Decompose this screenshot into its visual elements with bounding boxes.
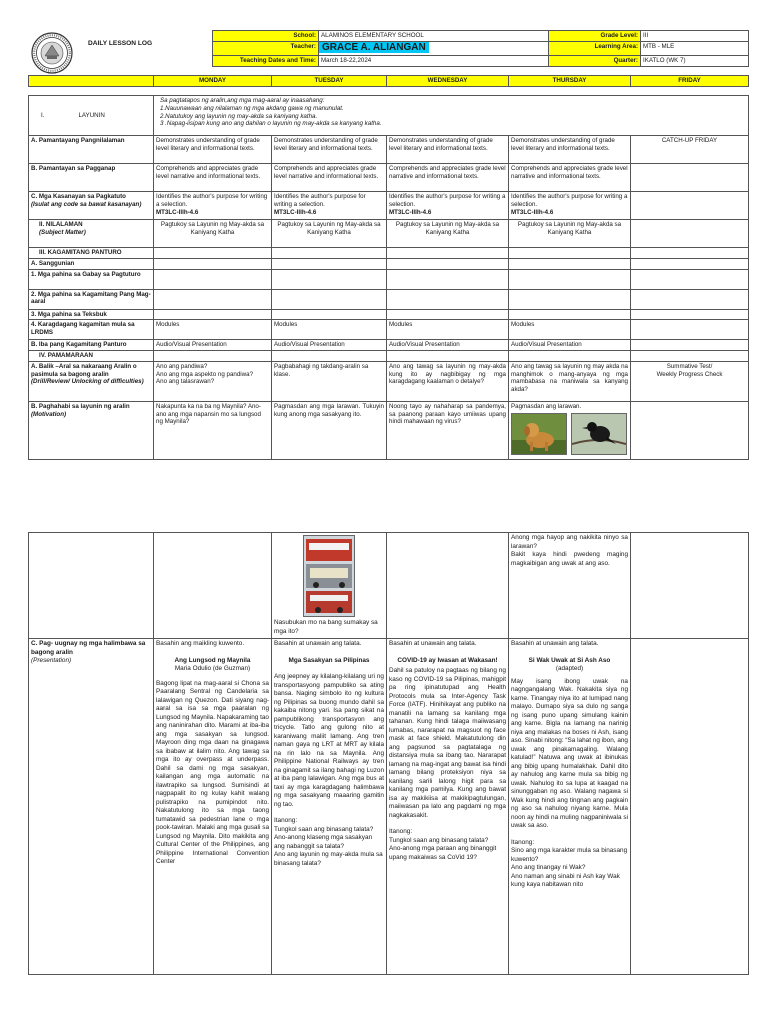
vehicles-photo	[303, 535, 355, 617]
tue-story-title: Mga Sasakyan sa Pilipinas	[288, 656, 370, 664]
paghahabi-mon: Nakapunta ka na ba ng Maynila? Ano-ano ang mga napansin mo sa lungsod ng Maynila?	[154, 401, 272, 459]
lrdms-tue: Modules	[272, 320, 387, 340]
header-info-table	[212, 30, 749, 67]
tue-questions: Tungkol saan ang binasang talata? Ano-anong klaseng mga sasakyan ang nabanggit sa talata? Ano ang layunin ng may-akda mula sa binasang talata?	[274, 825, 383, 867]
pamamaraan-label: IV. PAMAMARAAN	[29, 351, 154, 362]
balik-wed: Ano ang tawag sa layunin ng may-akda kung ito ay nagbibigay ng mga karagdagang kaalaman o detalye?	[387, 361, 509, 401]
iba-label: B. Iba pang Kagamitang Panturo	[29, 340, 154, 351]
lesson-table-page-2	[28, 532, 749, 975]
kasanayan-code: MT3LC-IIIh-4.6	[511, 208, 554, 216]
school-name: ALAMINOS ELEMENTARY SCHOOL	[319, 31, 549, 42]
thu-story-adapted: (adapted)	[555, 665, 584, 673]
nilalaman-label: II. NILALAMAN	[39, 221, 83, 228]
thu-story-body: May isang ibong uwak na nagngangalang Wak. Nakakita siya ng karne. Tinangay niya ito at lumipad nang malayo. Dumapo siya sa dulo ng sanga ng isang puno upang simulang kainin ang karne. Bigla na lamang na narinig niya ang malakas na boses ni Ash, isang aso. Sinabi nitong: “Sa lahat ng ibon, ang uwak ang pinakamagaling. Walang katulad!” Natuwa ang uwak at ibinukas ang bibig upang humalakhak. Dahil dito ay nahulog ang karne mula sa bibig ng uwak. Nahulog ito sa lupa at kaagad na sinunggaban ng aso. Walang nagawa si Wak kung hindi ang tingnan ang pagkain ng aso sa nahulog niyang karne. Mula noon ay hindi na muling nagpaniniwala si uwak sa aso.	[511, 677, 628, 830]
thu-story-title: Si Wak Uwak at Si Ash Aso	[528, 656, 611, 664]
mon-story-body: Bagong lipat na mag-aaral si Chona sa Paaralang Sentral ng Candelaria sa lalawigan ng Quezon. Dati siyang nag-aaral sa isa sa mga paaralan ng Lungsod ng Maynila. Napakaraming tao ang naninirahan dito. Marami at iba-iba ang mga sasakyan sa lungsod. Mayroon ding mga daan na ginagawa sa ibabaw at ilalim nito. Ang tawag sa mga ito ay overpass at underpass. Dahil sa dami ng mga sasakyan, kailangan ang mga automatic na ilawtrapiko sa lungsod. Sumisindi at nagpapalit ito ng kulay kahit walang pulistrapiko na pumipindot nito. Nakatutulong ito sa mga taong tumatawid sa pedestrian lane o mga pook-tawiran. Malaki ang mga gusali sa Lungsod ng Maynila. Dito makikita ang Cultural Center of the Philippines, ang Philippine International Convention Center	[156, 679, 269, 866]
balik-label: A. Balik –Aral sa nakaraang Aralin o pasimula sa bagong aralin	[31, 362, 137, 378]
wed-itanong: Itanong:	[389, 828, 413, 836]
layunin-line: 1.Nauunawaan ang nilalaman ng mga akdang gawa ng manunulat.	[160, 104, 344, 112]
thu-questions: Sino ang mga karakter mula sa binasang kuwento? Ano ang tinangay ni Wak? Ano naman ang sinabi ni Ash kay Wak kung kaya nabitawan nito	[511, 847, 628, 889]
thursday-animals-question: Anong mga hayop ang nakikita ninyo sa larawan? Bakit kaya hindi pwedeng maging magkaibigan ang uwak at ang aso.	[509, 533, 631, 639]
pagganap-mon: Comprehends and appreciates grade level narrative and informational texts.	[154, 164, 272, 192]
wed-intro: Basahin at unawain ang talata.	[389, 640, 477, 647]
grade-level-label: Grade Level:	[549, 31, 641, 42]
school-label: School:	[213, 31, 319, 42]
mon-story-title: Ang Lungsod ng Maynila	[174, 656, 251, 664]
lrdms-mon: Modules	[154, 320, 272, 340]
paghahabi-label: B. Paghahabi sa layunin ng aralin	[31, 402, 130, 410]
paghahabi-tue: Pagmasdan ang mga larawan. Tukuyin kung anong mga sasakyang ito.	[272, 401, 387, 459]
kasanayan-thu: Identifies the author's purpose for writing a selection.	[511, 193, 628, 208]
pagganap-tue: Comprehends and appreciates grade level narrative and informational texts.	[272, 164, 387, 192]
dog-photo	[511, 413, 567, 455]
balik-sublabel: (Drill/Review/ Unlocking of difficulties)	[31, 378, 144, 386]
pangnilalaman-wed: Demonstrates understanding of grade level literary and informational texts.	[387, 136, 509, 164]
kasanayan-code: MT3LC-IIIh-4.6	[156, 208, 199, 216]
lrdms-wed: Modules	[387, 320, 509, 340]
gabay-label: 1. Mga pahina sa Gabay sa Pagtuturo	[29, 269, 154, 289]
quarter-value: IKATLO (WK 7)	[641, 55, 749, 66]
iba-tue: Audio/Visual Presentation	[272, 340, 387, 351]
kasanayan-code: MT3LC-IIIh-4.6	[274, 208, 317, 216]
nilalaman-sublabel: (Subject Matter)	[39, 228, 86, 236]
pangnilalaman-tue: Demonstrates understanding of grade level literary and informational texts.	[272, 136, 387, 164]
thu-intro: Basahin at unawain ang talata.	[511, 640, 599, 647]
balik-thu: Ano ang tawag sa layunin ng may akda na manghimok o mang-anyaya ng mga mambabasa na maniwala sa kanyang akda?	[509, 361, 631, 401]
balik-fri: Summative Test/ Weekly Progress Check	[631, 361, 749, 401]
layunin-line: Sa pagtatapos ng aralin,ang mga mag-aaral ay inaasahang:	[160, 97, 325, 104]
day-wednesday: WEDNESDAY	[387, 76, 509, 87]
kasanayan-mon: Identifies the author's purpose for writing a selection.	[156, 193, 268, 208]
wed-story-body: Dahil sa patuloy na pagtaas ng bilang ng kaso ng COVID-19 sa Pilipinas, mahigpit pa ring ipinatutupad ang Health Protocols mula sa Inter-Agency Task Force (IATF). Hinihikayat ang publiko na manatili na lamang sa kanilang mga tahanan. Kung hindi talaga maiiwasang lumabas, nararapat na magsuot ng face mask at face shield. Makatutulong din ang pagsunod sa pagtatalaga ng distansiya mula sa ibang tao. Nararapat lamang na mag-ingat ang bawat isa hindi lamang bilang proteksiyon niya sa kanilang sarili lalong higit para sa kanilang mga pamilya. Kung ang bawat isa ay makikiisa at makikipagtulungan, maiiwasan pa lalo ang pagdami ng mga nagkakasakit.	[389, 667, 506, 819]
layunin-number: I.	[41, 111, 45, 119]
tue-itanong: Itanong:	[274, 817, 298, 825]
iba-wed: Audio/Visual Presentation	[387, 340, 509, 351]
teaching-dates-label: Teaching Dates and Time:	[213, 55, 319, 66]
pagganap-thu: Comprehends and appreciates grade level narrative and informational texts.	[509, 164, 631, 192]
wed-story-title: COVID-19 ay Iwasan at Wakasan!	[397, 656, 498, 664]
document-title: DAILY LESSON LOG	[88, 40, 153, 47]
seal-logo	[31, 32, 73, 74]
layunin-label: LAYUNIN	[78, 111, 105, 119]
teacher-label: Teacher:	[213, 42, 319, 56]
kasanayan-label: C. Mga Kasanayan sa Pagkatuto	[31, 193, 126, 200]
presentation-sublabel: (Presentation)	[31, 657, 72, 665]
thu-itanong: Itanong:	[511, 838, 535, 846]
grade-level-value: III	[641, 31, 749, 42]
magaaral-label: 2. Mga pahina sa Kagamitang Pang Mag-aaral	[29, 289, 154, 309]
mon-story-author: Maria Odulio (de Guzman)	[174, 665, 251, 673]
nilalaman-mon: Pagtukoy sa Layunin ng May-akda sa Kaniyang Katha	[154, 220, 272, 248]
learning-area-value: MTB - MLE	[641, 42, 749, 56]
tue-story-body: Ang jeepney ay kilalang-kilalang uri ng transportasyong pampubliko sa ating bansa. Naging simbolo ito ng kultura ng Pilipinas sa buong mundo dahil sa kakaiba nitong yari. Isa pang sikat na pampublikong transportasyon ang tricycle. Tatlo ang gulong nito at karaniwang maliit lamang. Ang tren naman gaya ng LRT at MRT ay kilala na rin lalo na sa Maynila. Ang Philippine National Railways ay tren na ginagamit sa ilang bahagi ng Luzon at iba pang lalawigan. Ang mga bus at taxi ay mga karagdagang halimbawa ng mga sasakyang maaaring gamitin ng tao.	[274, 673, 384, 808]
kasanayan-sublabel: (Isulat ang code sa bawat kasanayan)	[31, 200, 142, 208]
layunin-line: 3 .Napag-iisipan kung ano ang dahilan o layunin ng may-akda sa kanyang katha.	[160, 120, 382, 128]
paghahabi-sublabel: (Motivation)	[31, 410, 67, 418]
paghahabi-wed: Noong tayo ay nahaharap sa pandemya, sa paanong paraan kayo umiiwas upang hindi mahawaan ng virus?	[387, 401, 509, 459]
pagganap-wed: Comprehends and appreciates grade level narrative and informational texts.	[387, 164, 509, 192]
presentation-label: C. Pag- uugnay ng mga halimbawa sa bagong aralin	[31, 640, 146, 656]
learning-area-label: Learning Area:	[549, 42, 641, 56]
kasanayan-wed: Identifies the author's purpose for writing a selection.	[389, 193, 506, 208]
pangnilalaman-mon: Demonstrates understanding of grade level literary and informational texts.	[154, 136, 272, 164]
lesson-table-page-1	[28, 95, 749, 460]
nilalaman-tue: Pagtukoy sa Layunin ng May-akda sa Kaniyang Katha	[272, 220, 387, 248]
kasanayan-code: MT3LC-IIIh-4.6	[389, 208, 432, 216]
day-thursday: THURSDAY	[509, 76, 631, 87]
tue-intro: Basahin at unawain ang talata.	[274, 640, 362, 647]
kasanayan-tue: Identifies the author's purpose for writing a selection.	[274, 193, 366, 208]
balik-mon: Ano ang pandiwa? Ano ang mga aspekto ng pandiwa? Ano ang talasrawan?	[154, 361, 272, 401]
pagganap-label: B. Pamantayan sa Pagganap	[29, 164, 154, 192]
teacher-name: GRACE A. ALIANGAN	[319, 42, 429, 53]
iba-thu: Audio/Visual Presentation	[509, 340, 631, 351]
crow-photo	[571, 413, 627, 455]
nilalaman-thu: Pagtukoy sa Layunin ng May-akda sa Kaniyang Katha	[509, 220, 631, 248]
pangnilalaman-fri: CATCH-UP FRIDAY	[631, 136, 749, 164]
day-header-row	[28, 75, 749, 87]
wed-questions: Tungkol saan ang binasang talata? Ano-anong mga paraan ang binanggit upang makaiwas sa CoVid 19?	[389, 836, 497, 861]
balik-tue: Pagbabahagi ng takdang-aralin sa klase.	[272, 361, 387, 401]
teaching-dates-value: March 18-22,2024	[319, 55, 549, 66]
teksbuk-label: 3. Mga pahina sa Teksbuk	[29, 309, 154, 320]
layunin-line: 2.Natutukoy ang layunin ng may-akda sa kaniyang katha.	[160, 112, 318, 120]
paghahabi-thu: Pagmasdan ang larawan.	[511, 402, 582, 410]
iba-mon: Audio/Visual Presentation	[154, 340, 272, 351]
lrdms-label: 4. Karagdagang kagamitan mula sa LRDMS	[29, 320, 154, 340]
lrdms-thu: Modules	[509, 320, 631, 340]
mon-intro: Basahin ang maikling kuwento.	[156, 640, 245, 647]
pangnilalaman-thu: Demonstrates understanding of grade level literary and informational texts.	[509, 136, 631, 164]
vehicles-question: Nasubukan mo na bang sumakay sa mga ito?	[274, 619, 378, 635]
sanggunian-label: A. Sanggunian	[29, 258, 154, 269]
day-tuesday: TUESDAY	[272, 76, 387, 87]
kagamitan-label: III. KAGAMITANG PANTURO	[29, 248, 154, 259]
quarter-label: Quarter:	[549, 55, 641, 66]
pangnilalaman-label: A. Pamantayang Pangnilalaman	[29, 136, 154, 164]
nilalaman-wed: Pagtukoy sa Layunin ng May-akda sa Kaniyang Katha	[387, 220, 509, 248]
day-monday: MONDAY	[154, 76, 272, 87]
day-friday: FRIDAY	[631, 76, 749, 87]
